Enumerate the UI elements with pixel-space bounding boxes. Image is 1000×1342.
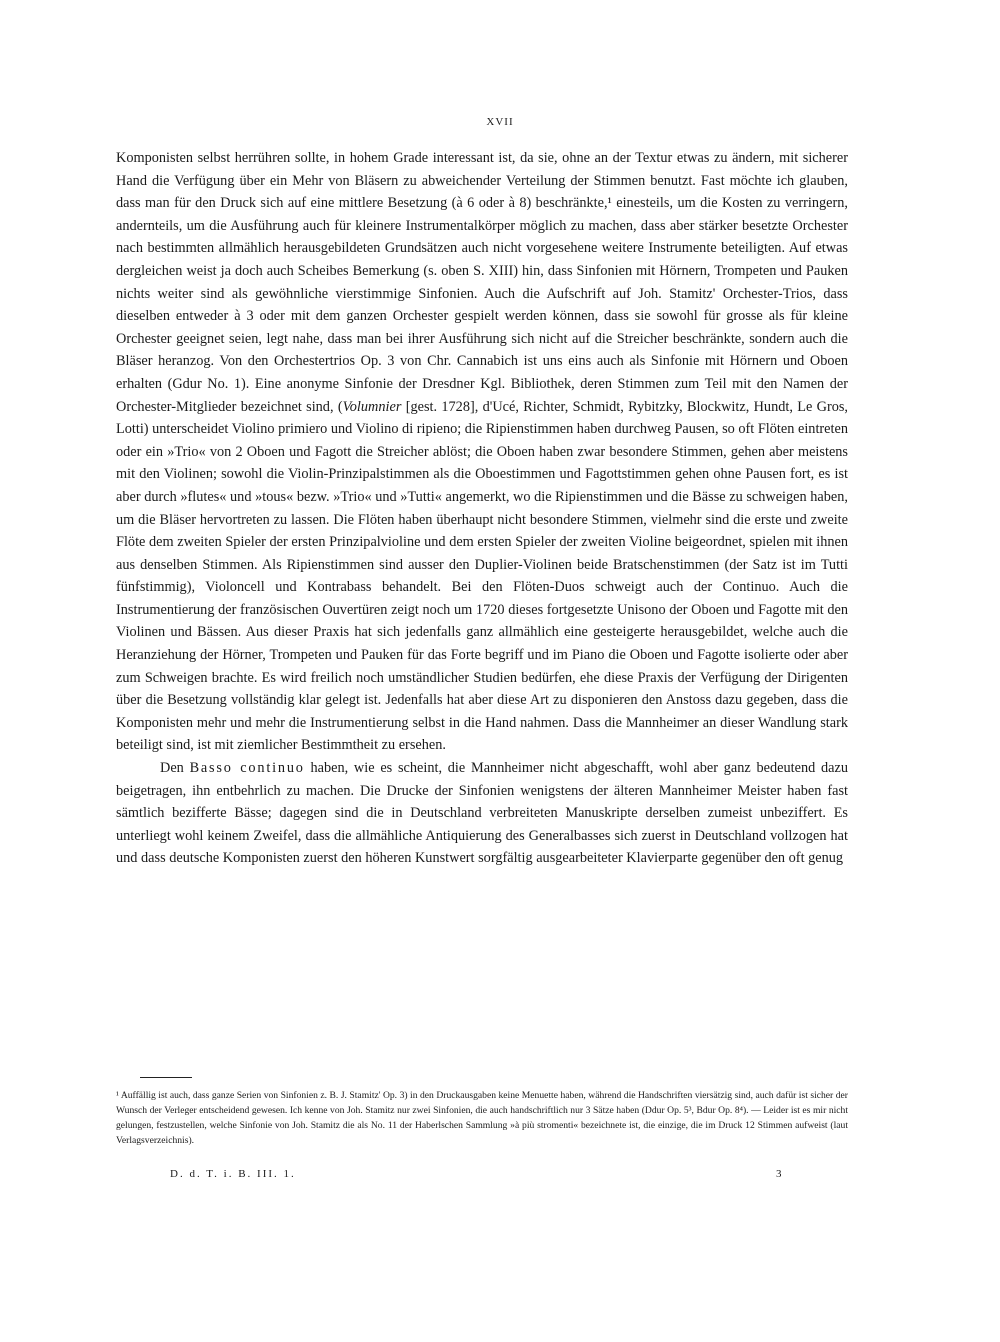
paragraph-2	[116, 757, 848, 870]
paragraph-2-text-a: Den	[160, 760, 190, 777]
footnote: ¹ Auffällig ist auch, dass ganze Serien von Sinfonien z. B. J. Stamitz' Op. 3) in den Druckausgaben keine Menuette haben, während die Handschriften viersätzig sind, auch dafür ist sicher der Wunsch der Verleger entscheidend gewesen. Ich kenne von Joh. Stamitz nur zwei Sinfonien, die auch handschriftlich nur 3 Sätze haben (Ddur Op. 5³, Bdur Op. 8⁴). — Leider ist es mir nicht gelungen, festzustellen, welche Sinfonie von Joh. Stamitz die als No. 11 der Haberlschen Sammlung »à più stromenti« bezeichnete ist, die einzige, die im Druck 12 Stimmen aufweist (laut Verlagsverzeichnis).	[116, 1090, 848, 1146]
main-text	[116, 147, 848, 870]
paragraph-1-text-a: Komponisten selbst herrühren sollte, in hohem Grade interessant ist, da sie, ohne an der Textur etwas zu ändern, mit sicherer Hand die Verfügung über ein Mehr von Bläsern zu abweichender Verteilung der Stimmen benutzt. Fast möchte ich glauben, dass man für den Druck sich auf eine mittlere Besetzung (à 6 oder à 8) beschränkte,¹ einesteils, um die Kosten zu verringern, andernteils, um die Ausführung auch für kleinere Instrumentalkörper möglich zu machen, dass aber stärker besetzte Orchester nach bestimmten allmählich herausgebildeten Grundsätzen auch nicht vorgesehene weitere Instrumente beteiligten. Auf etwas dergleichen weist ja doch auch Scheibes Bemerkung (s. oben S. XIII) hin, dass Sinfonien mit Hörnern, Trompeten und Pauken nichts weiter sind als gewöhnliche vierstimmige Sinfonien. Auch die Aufschrift auf Joh. Stamitz' Orchester-Trios, dass dieselben entweder à 3 oder mit dem ganzen Orchester gespielt werden können, dass sie sowohl für grosse als für kleine Orchester geeignet seien, legt nahe, dass man bei ihrer Ausführung sich nicht auf die Streicher beschränkte, sondern auch die Bläser heranzog. Von den Orchestertrios Op. 3 von Chr. Cannabich ist uns eins auch als Sinfonie mit Hörnern und Oboen erhalten (Gdur No. 1). Eine anonyme Sinfonie der Dresdner Kgl. Bibliothek, deren Stimmen zum Teil mit den Namen der Orchester-Mitglieder bezeichnet sind, (	[116, 150, 848, 415]
paragraph-2-text-b: haben, wie es scheint, die Mannheimer nicht abgeschafft, wohl aber ganz bedeutend dazu beigetragen, ihn entbehrlich zu machen. Die Drucke der Sinfonien wenigstens der älteren Mannheimer Meister haben fast sämtlich bezifferte Bässe; dagegen sind die in Deutschland verbreiteten Manuskripte derselben zumeist unbeziffert. Es unterliegt wohl keinem Zweifel, dass die allmähliche Antiquierung des Generalbasses sich zuerst in Deutschland vollzogen hat und dass deutsche Komponisten zuerst den höheren Kunstwert sorgfältig ausgearbeiteter Klavierparte gegenüber den oft genug	[116, 760, 848, 867]
paragraph-1-text-b: [gest. 1728], d'Ucé, Richter, Schmidt, Rybitzky, Blockwitz, Hundt, Le Gros, Lotti) unterscheidet Violino primiero und Violino di ripieno; die Ripienstimmen haben durchweg Pausen, so oft Flöten eintreten oder ein »Trio« von 2 Oboen und Fagott die Streicher ablöst; die Oboen haben zwar besondere Stimmen, gehen aber meistens mit den Violinen; sowohl die Violin-Prinzipalstimmen als die Oboestimmen und Fagottstimmen gehen ohne Pausen fort, es ist aber durch »flutes« und »tous« bezw. »Trio« und »Tutti« angemerkt, wo die Ripienstimmen und die Bässe zu schweigen haben, um die Bläser hervortreten zu lassen. Die Flöten haben überhaupt nicht besondere Stimmen, vielmehr sind die erste und zweite Flöte dem zweiten Spieler der ersten Prinzipalvioline und dem ersten Spieler der zweiten Violine beigeordnet, spielen mit ihnen aus denselben Stimmen. Als Ripienstimmen sind ausser den Duplier-Violinen beide Bratschenstimmen (der Satz ist im Tutti fünfstimmig), Violoncell und Kontrabass behandelt. Bei den Flöten-Duos schweigt auch der Continuo. Auch die Instrumentierung der französischen Ouvertüren zeigt noch um 1720 dieses fortgesetzte Unisono der Oboen und Fagotte mit den Violinen und Bässen. Aus dieser Praxis hat sich jedenfalls ganz allmählich eine gesteigerte herausgebildet, welche auch die Heranziehung der Hörner, Trompeten und Pauken für das Forte begriff und im Piano die Oboen und Fagotte isolierte oder aber zum Schweigen brachte. Es wird freilich noch umständlicher Studien bedürfen, ehe diese Praxis der Verfügung der Dirigenten über die Besetzung vollständig klar gelegt ist. Jedenfalls hat aber diese Art zu disponieren den Anstoss dazu gegeben, dass die Komponisten mehr und mehr die Instrumentierung selbst in die Hand nahmen. Dass die Mannheimer an dieser Wandlung stark beteiligt sind, ist mit ziemlicher Bestimmtheit zu ersehen.	[116, 398, 848, 754]
printer-signature: D. d. T. i. B. III. 1.	[170, 1168, 296, 1180]
footnote-divider	[140, 1077, 192, 1078]
paragraph-1-italic-name: Volumnier	[342, 398, 402, 415]
sheet-number: 3	[776, 1168, 782, 1180]
paragraph-2-spaced-term: Basso continuo	[189, 760, 305, 777]
page-number: XVII	[486, 116, 514, 128]
paragraph-1	[116, 147, 848, 757]
